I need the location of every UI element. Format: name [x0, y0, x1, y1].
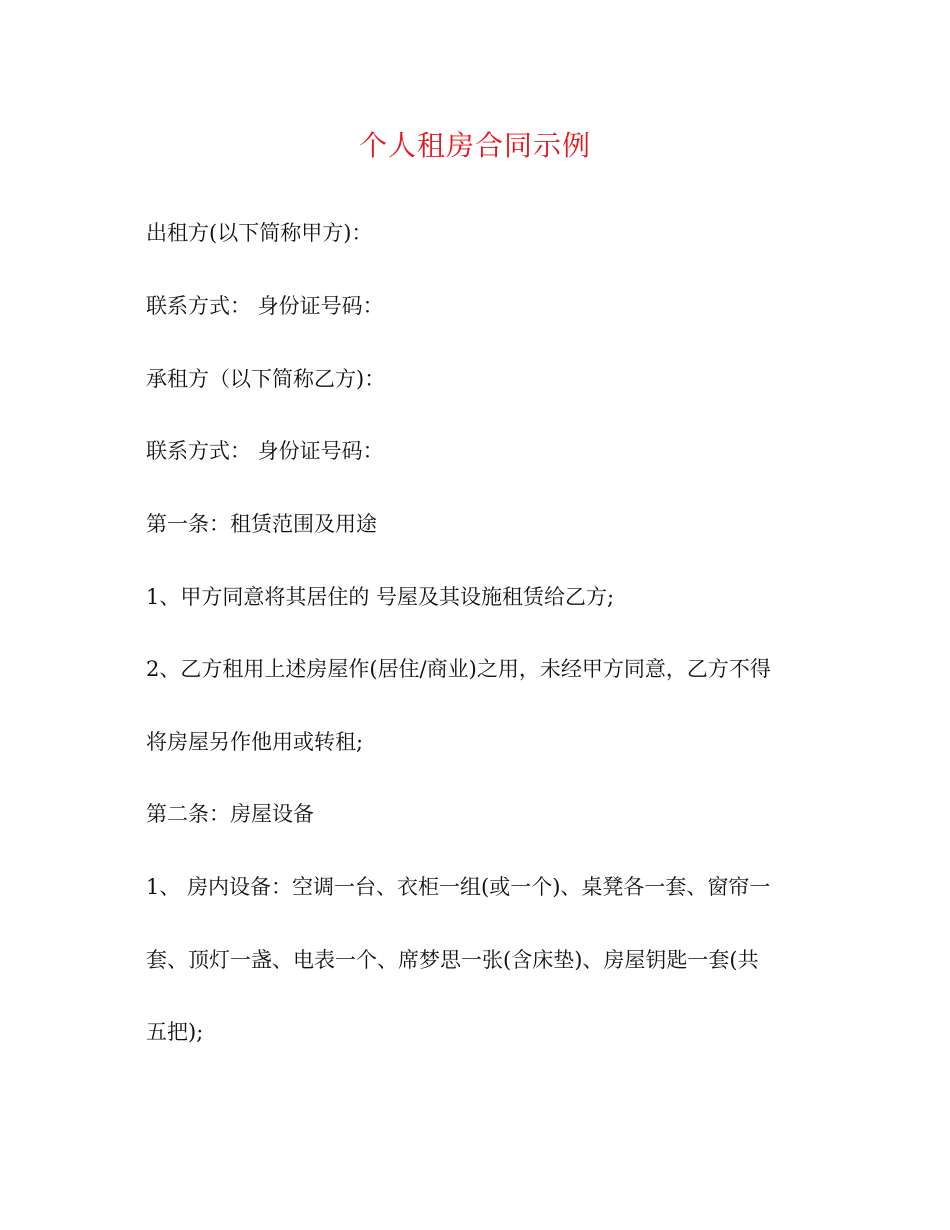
lessee-line: 承租方（以下简称乙方)： — [146, 367, 386, 391]
lessee-contact-line: 联系方式： 身份证号码： — [146, 439, 384, 463]
document-title: 个人租房合同示例 — [358, 129, 591, 162]
article-two-heading: 第二条：房屋设备 — [146, 802, 314, 826]
article-two-item-1-part-1: 1、 房内设备：空调一台、衣柜一组(或一个)、桌凳各一套、窗帘一 — [146, 875, 771, 899]
article-two-item-1-part-3: 五把); — [146, 1020, 204, 1044]
lessor-contact-line: 联系方式： 身份证号码： — [146, 294, 384, 318]
article-one-item-2-part-1: 2、乙方租用上述房屋作(居住/商业)之用，未经甲方同意，乙方不得 — [146, 657, 771, 681]
article-one-item-2-part-2: 将房屋另作他用或转租; — [146, 730, 364, 754]
article-one-heading: 第一条：租赁范围及用途 — [146, 512, 377, 536]
article-two-item-1-part-2: 套、顶灯一盏、电表一个、席梦思一张(含床垫)、房屋钥匙一套(共 — [146, 948, 759, 972]
article-one-item-1: 1、甲方同意将其居住的 号屋及其设施租赁给乙方; — [146, 585, 615, 609]
lessor-line: 出租方(以下简称甲方)： — [146, 221, 373, 245]
